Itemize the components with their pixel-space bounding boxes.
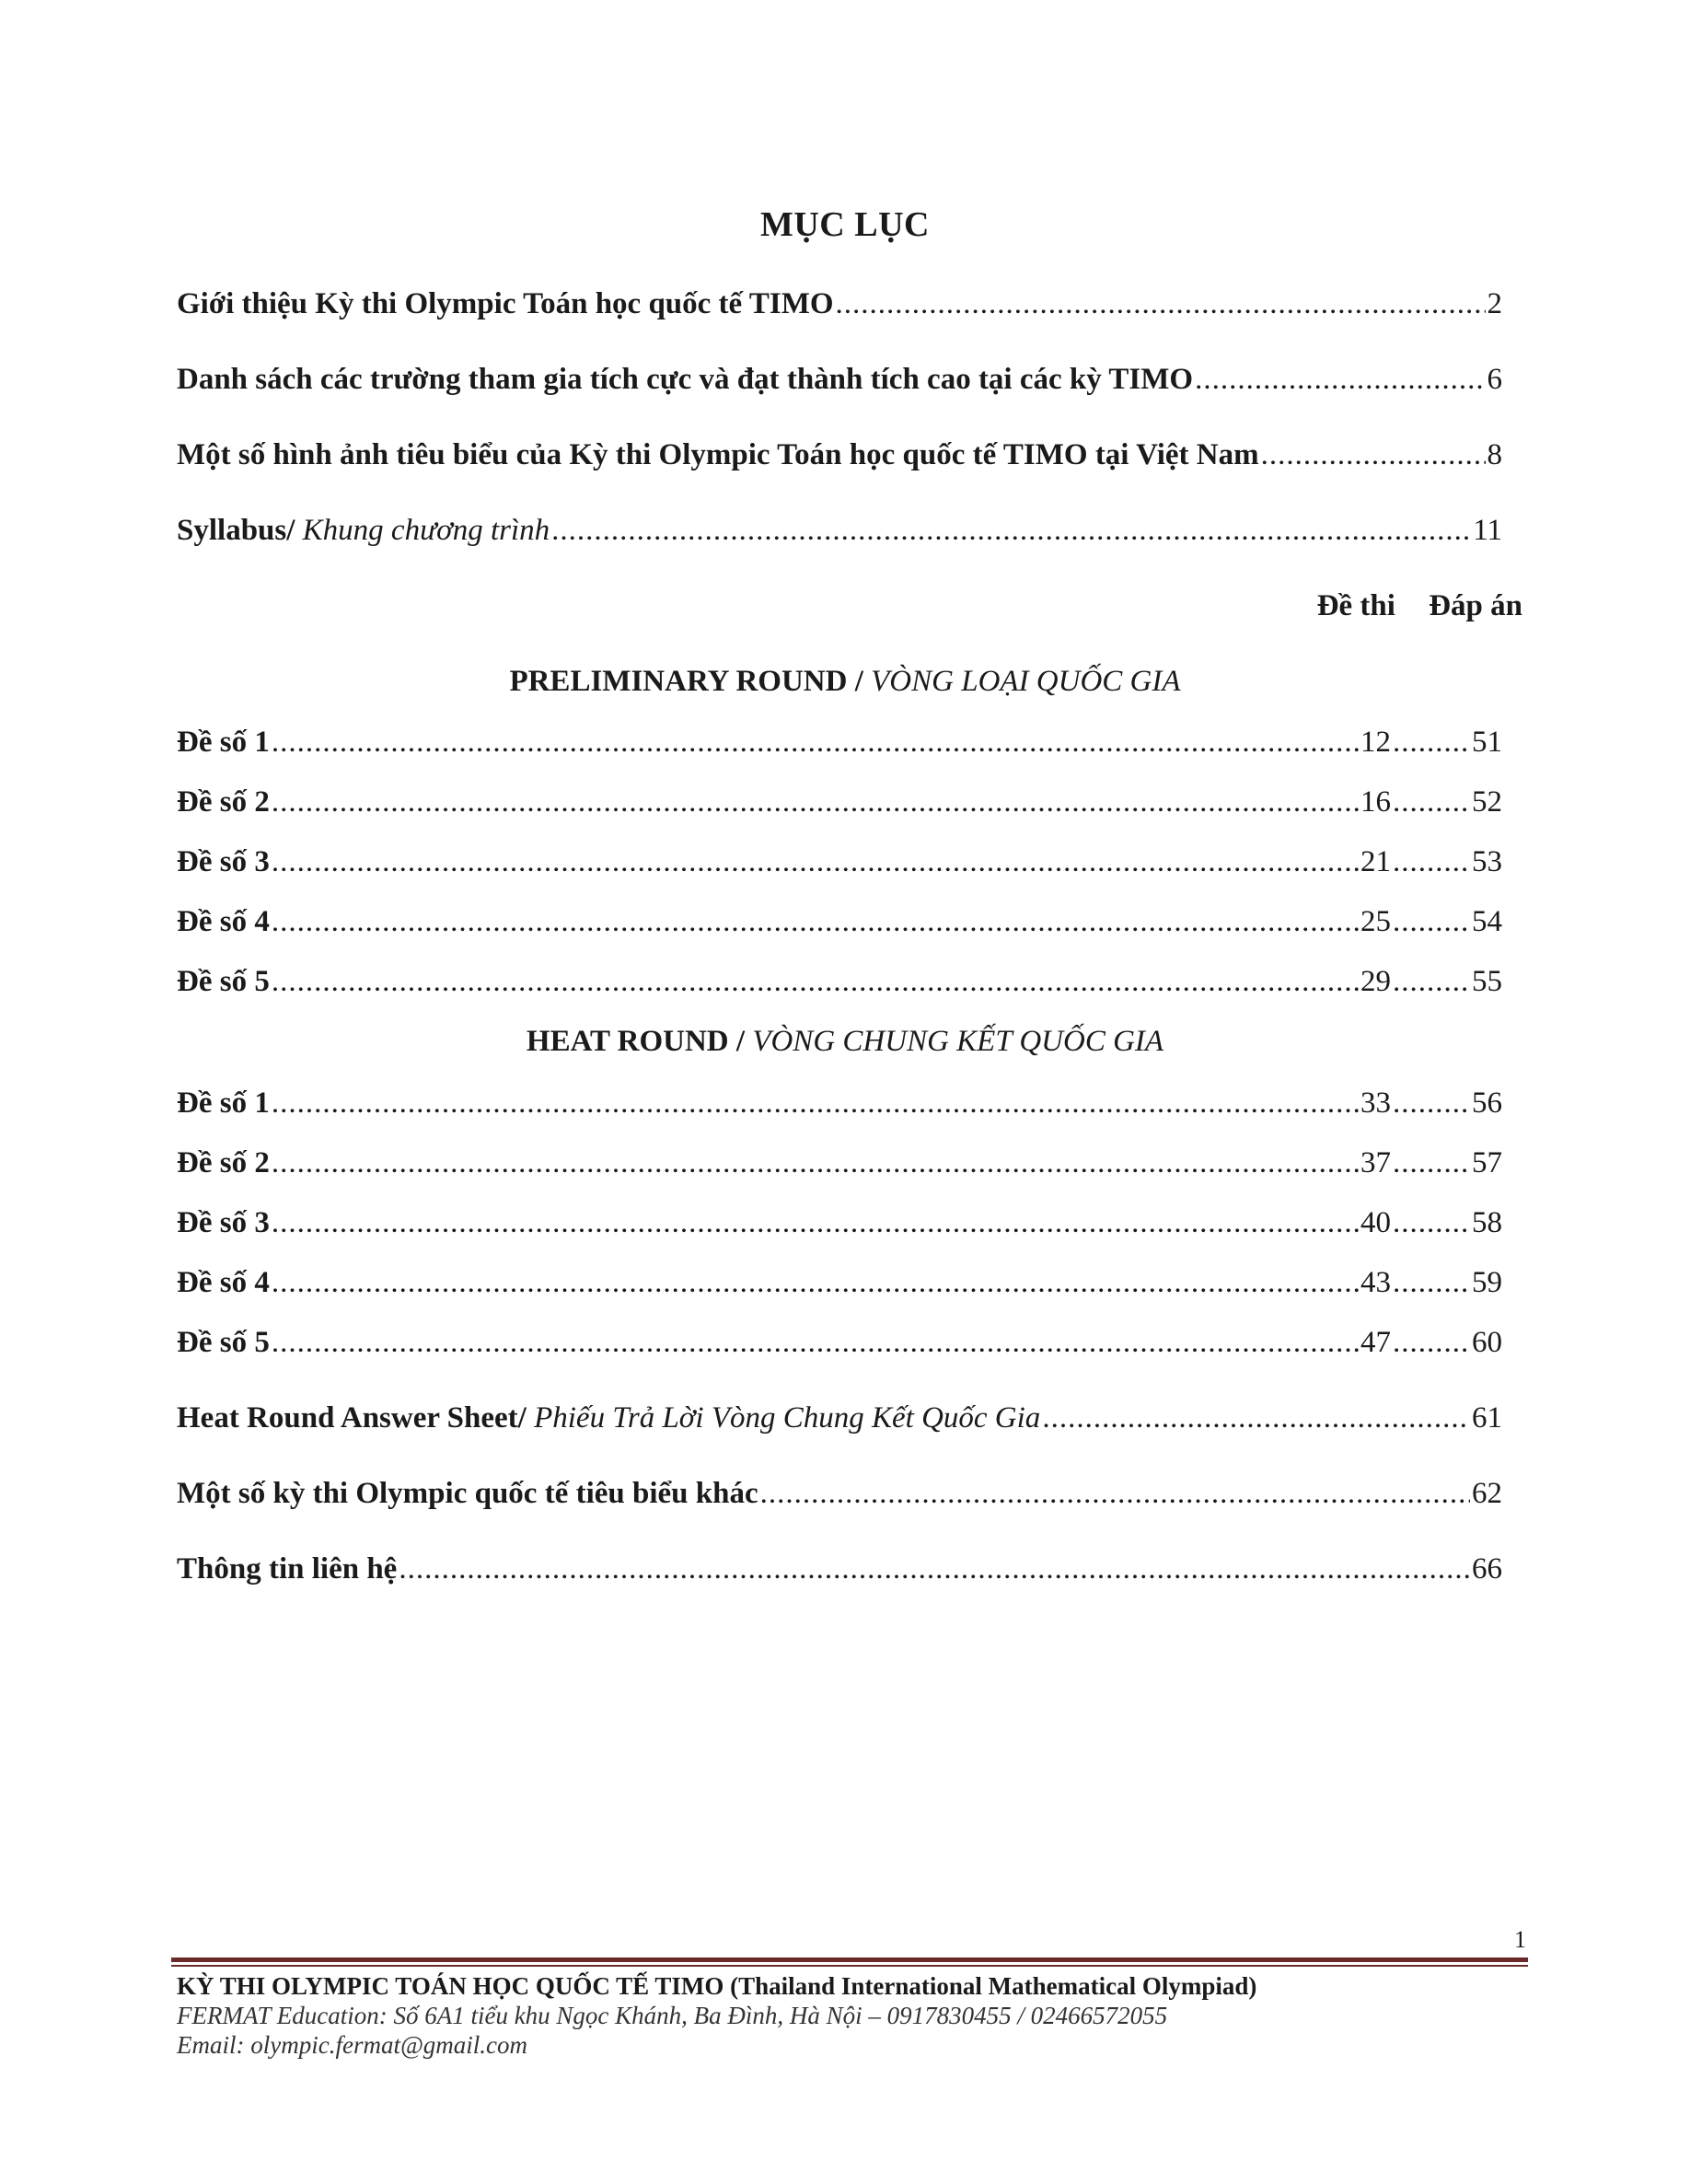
dot-leader bbox=[760, 1477, 1470, 1511]
toc-entry-syllabus[interactable] bbox=[177, 514, 1502, 548]
toc-entry-label: Đề số 2 bbox=[177, 785, 270, 819]
toc-entry-other-olympiads[interactable] bbox=[177, 1477, 1502, 1511]
dot-leader bbox=[1195, 363, 1485, 397]
exam-page-number: 16 bbox=[1360, 785, 1391, 819]
column-headers bbox=[1291, 589, 1522, 623]
toc-page-number: 2 bbox=[1487, 287, 1502, 320]
dot-leader bbox=[272, 905, 1359, 939]
answer-page-number: 53 bbox=[1472, 845, 1502, 878]
answer-page-number: 57 bbox=[1472, 1146, 1502, 1179]
dot-leader bbox=[272, 965, 1359, 999]
exam-page-number: 47 bbox=[1360, 1326, 1391, 1359]
dot-leader bbox=[272, 1326, 1359, 1360]
column-header-answer: Đáp án bbox=[1429, 589, 1522, 622]
toc-page-number: 66 bbox=[1472, 1552, 1502, 1586]
footer-address: FERMAT Education: Số 6A1 tiểu khu Ngọc Khánh, Ba Đình, Hà Nội – 0917830455 / 02466572055 bbox=[177, 2002, 1168, 2029]
section-heading-heat: HEAT ROUND / VÒNG CHUNG KẾT QUỐC GIA bbox=[526, 1025, 1164, 1058]
answer-page-number: 52 bbox=[1472, 785, 1502, 819]
exam-page-number: 21 bbox=[1360, 845, 1391, 878]
dot-leader bbox=[272, 1086, 1359, 1121]
dot-leader bbox=[1042, 1401, 1470, 1435]
dot-leader bbox=[1393, 1326, 1470, 1360]
toc-entry-label: Đề số 5 bbox=[177, 965, 270, 998]
toc-entry-label: Heat Round Answer Sheet/ Phiếu Trả Lời Vòng Chung Kết Quốc Gia bbox=[177, 1401, 1041, 1435]
footer-organization: KỲ THI OLYMPIC TOÁN HỌC QUỐC TẾ TIMO (Thailand International Mathematical Olympiad) bbox=[177, 1972, 1257, 2000]
toc-entry-preliminary-3[interactable] bbox=[177, 845, 1502, 879]
answer-page-number: 59 bbox=[1472, 1266, 1502, 1299]
footer-email: Email: olympic.fermat@gmail.com bbox=[177, 2031, 528, 2059]
dot-leader bbox=[272, 726, 1359, 760]
exam-page-number: 33 bbox=[1360, 1086, 1391, 1120]
toc-entry-answer-sheet[interactable] bbox=[177, 1401, 1502, 1435]
section-heading-preliminary: PRELIMINARY ROUND / VÒNG LOẠI QUỐC GIA bbox=[509, 665, 1181, 698]
toc-entry-label: Giới thiệu Kỳ thi Olympic Toán học quốc tế TIMO bbox=[177, 287, 834, 320]
exam-page-number: 37 bbox=[1360, 1146, 1391, 1179]
dot-leader bbox=[1261, 438, 1486, 472]
column-header-exam: Đề thi bbox=[1316, 589, 1395, 622]
dot-leader bbox=[1393, 845, 1470, 879]
toc-entry-heat-5[interactable] bbox=[177, 1326, 1502, 1360]
dot-leader bbox=[836, 287, 1486, 321]
dot-leader bbox=[272, 1146, 1359, 1180]
dot-leader bbox=[1393, 726, 1470, 760]
toc-entry-intro[interactable] bbox=[177, 287, 1502, 321]
dot-leader bbox=[1393, 1086, 1470, 1121]
exam-page-number: 12 bbox=[1360, 726, 1391, 759]
toc-entry-label: Danh sách các trường tham gia tích cực và đạt thành tích cao tại các kỳ TIMO bbox=[177, 363, 1194, 396]
toc-entry-heat-3[interactable] bbox=[177, 1206, 1502, 1240]
toc-entry-label: Thông tin liên hệ bbox=[177, 1552, 398, 1586]
dot-leader bbox=[272, 1206, 1359, 1240]
toc-page-number: 61 bbox=[1472, 1401, 1502, 1435]
answer-page-number: 51 bbox=[1472, 726, 1502, 759]
toc-entry-label: Đề số 1 bbox=[177, 726, 270, 759]
answer-page-number: 60 bbox=[1472, 1326, 1502, 1359]
exam-page-number: 29 bbox=[1360, 965, 1391, 998]
toc-entry-label: Đề số 4 bbox=[177, 1266, 270, 1299]
dot-leader bbox=[272, 785, 1359, 819]
toc-entry-label: Đề số 3 bbox=[177, 845, 270, 878]
answer-page-number: 56 bbox=[1472, 1086, 1502, 1120]
dot-leader bbox=[1393, 965, 1470, 999]
footer-divider bbox=[171, 1957, 1528, 1962]
toc-entry-label: Một số hình ảnh tiêu biểu của Kỳ thi Olympic Toán học quốc tế TIMO tại Việt Nam bbox=[177, 438, 1259, 471]
toc-entry-label: Đề số 3 bbox=[177, 1206, 270, 1239]
toc-entry-label: Đề số 5 bbox=[177, 1326, 270, 1359]
toc-entry-label: Đề số 1 bbox=[177, 1086, 270, 1120]
toc-entry-images[interactable] bbox=[177, 438, 1502, 472]
toc-entry-schools[interactable] bbox=[177, 363, 1502, 397]
toc-entry-heat-1[interactable] bbox=[177, 1086, 1502, 1121]
dot-leader bbox=[1393, 905, 1470, 939]
toc-entry-heat-4[interactable] bbox=[177, 1266, 1502, 1300]
page-number: 1 bbox=[1514, 1926, 1526, 1953]
toc-entry-label: Một số kỳ thi Olympic quốc tế tiêu biểu khác bbox=[177, 1477, 758, 1510]
toc-page-number: 6 bbox=[1487, 363, 1502, 396]
answer-page-number: 54 bbox=[1472, 905, 1502, 938]
dot-leader bbox=[272, 1266, 1359, 1300]
dot-leader bbox=[1393, 1206, 1470, 1240]
exam-page-number: 40 bbox=[1360, 1206, 1391, 1239]
answer-page-number: 55 bbox=[1472, 965, 1502, 998]
answer-page-number: 58 bbox=[1472, 1206, 1502, 1239]
dot-leader bbox=[551, 514, 1471, 548]
toc-entry-label: Đề số 2 bbox=[177, 1146, 270, 1179]
exam-page-number: 43 bbox=[1360, 1266, 1391, 1299]
toc-entry-preliminary-5[interactable] bbox=[177, 965, 1502, 999]
exam-page-number: 25 bbox=[1360, 905, 1391, 938]
toc-entry-label: Đề số 4 bbox=[177, 905, 270, 938]
toc-entry-heat-2[interactable] bbox=[177, 1146, 1502, 1180]
dot-leader bbox=[1393, 785, 1470, 819]
toc-page-number: 62 bbox=[1472, 1477, 1502, 1510]
dot-leader bbox=[1393, 1266, 1470, 1300]
toc-page-number: 8 bbox=[1487, 438, 1502, 471]
dot-leader bbox=[399, 1552, 1470, 1586]
toc-title: MỤC LỤC bbox=[760, 205, 930, 244]
toc-entry-label: Syllabus/ Khung chương trình bbox=[177, 514, 550, 547]
toc-entry-preliminary-4[interactable] bbox=[177, 905, 1502, 939]
toc-entry-preliminary-2[interactable] bbox=[177, 785, 1502, 819]
toc-entry-preliminary-1[interactable] bbox=[177, 726, 1502, 760]
dot-leader bbox=[1393, 1146, 1470, 1180]
dot-leader bbox=[272, 845, 1359, 879]
footer-divider-thin bbox=[171, 1965, 1528, 1967]
toc-page-number: 11 bbox=[1473, 514, 1502, 547]
toc-entry-contact[interactable] bbox=[177, 1552, 1502, 1586]
